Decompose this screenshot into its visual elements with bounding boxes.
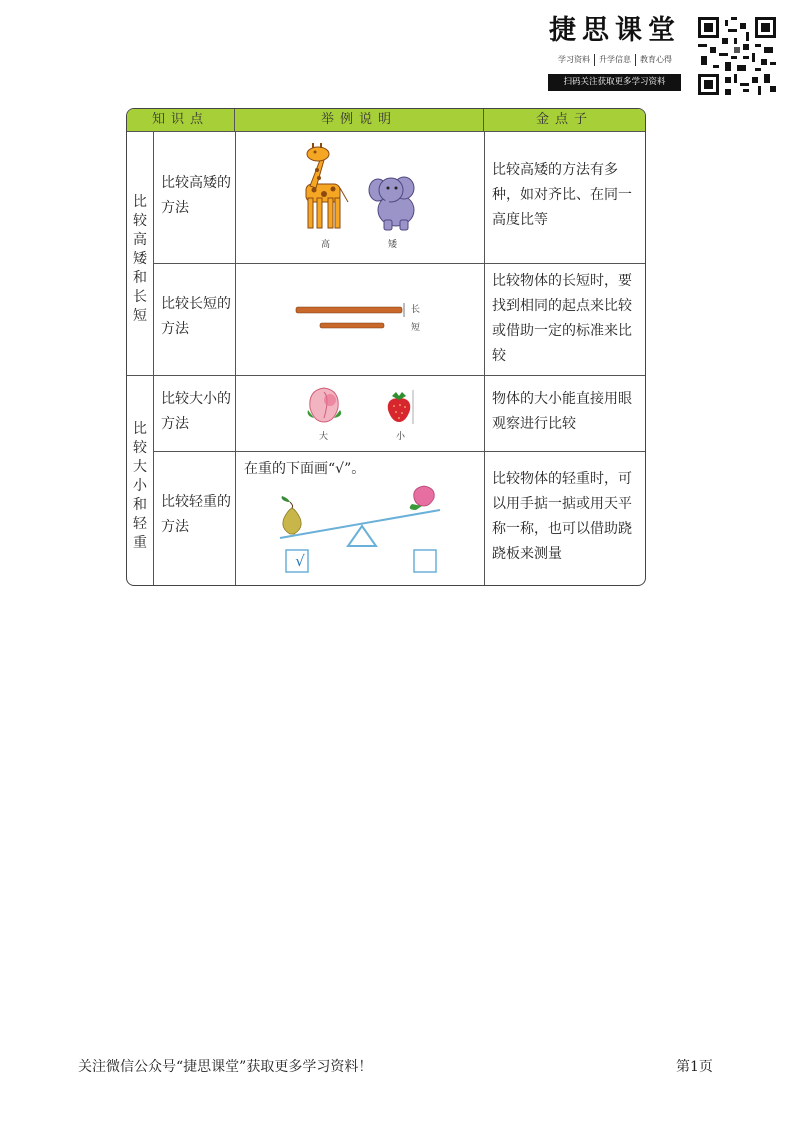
tip-height: 比较高矮的方法有多种，如对齐比、在同一高度比等 bbox=[492, 162, 632, 228]
topic-size: 比较大小的方法 bbox=[161, 391, 231, 432]
grid-line bbox=[153, 263, 645, 264]
label-tall: 高 bbox=[321, 240, 331, 250]
tip-weight: 比较物体的轻重时，可以用手掂一掂或用天平称一称，也可以借助跷跷板来测量 bbox=[492, 471, 632, 562]
brand-tag: 教育心得 bbox=[635, 54, 676, 66]
footer-note: 关注微信公众号“捷思课堂”获取更多学习资料！ bbox=[78, 1059, 373, 1075]
topic-weight: 比较轻重的方法 bbox=[161, 494, 231, 535]
grid-line bbox=[127, 131, 645, 132]
strawberry-icon bbox=[384, 390, 414, 424]
brand-name: 捷思课堂 bbox=[549, 15, 681, 46]
label-big: 大 bbox=[319, 432, 329, 442]
column-header-knowledge: 知识点 bbox=[127, 109, 235, 131]
column-header-example: 举例说明 bbox=[235, 109, 484, 131]
group-label-height-length: 比较高矮和长短 bbox=[133, 194, 147, 324]
page-number: 第1页 bbox=[676, 1059, 713, 1075]
group-label-size-weight: 比较大小和轻重 bbox=[133, 421, 147, 551]
topic-length: 比较长短的方法 bbox=[161, 296, 231, 337]
label-small: 小 bbox=[396, 432, 406, 442]
grid-line bbox=[484, 131, 485, 585]
brand-tag: 升学信息 bbox=[594, 54, 635, 66]
tip-length: 比较物体的长短时，要找到相同的起点来比较或借助一定的标准来比较 bbox=[492, 273, 632, 364]
brand-tag: 学习资料 bbox=[558, 55, 590, 64]
brand-banner: 扫码关注获取更多学习资料 bbox=[548, 74, 681, 91]
elephant-icon bbox=[366, 172, 420, 234]
grid-line bbox=[127, 375, 645, 376]
grid-line bbox=[235, 131, 236, 585]
topic-height: 比较高矮的方法 bbox=[161, 175, 231, 216]
peach-icon bbox=[300, 384, 348, 426]
label-short: 矮 bbox=[388, 240, 398, 250]
weight-instruction: 在重的下面画“√”。 bbox=[244, 461, 366, 477]
label-short-length: 短 bbox=[411, 323, 421, 333]
giraffe-icon bbox=[290, 140, 360, 236]
column-header-tips: 金点子 bbox=[484, 109, 645, 131]
qr-code-icon bbox=[698, 17, 776, 95]
brand-tags bbox=[545, 54, 685, 66]
rods-comparison-icon bbox=[294, 303, 406, 333]
brand-block bbox=[545, 14, 685, 91]
label-long: 长 bbox=[411, 305, 421, 315]
grid-line bbox=[153, 451, 645, 452]
grid-line bbox=[153, 131, 154, 585]
checkmark-answer: √ bbox=[295, 552, 305, 570]
tip-size: 物体的大小能直接用眼观察进行比较 bbox=[492, 391, 632, 432]
